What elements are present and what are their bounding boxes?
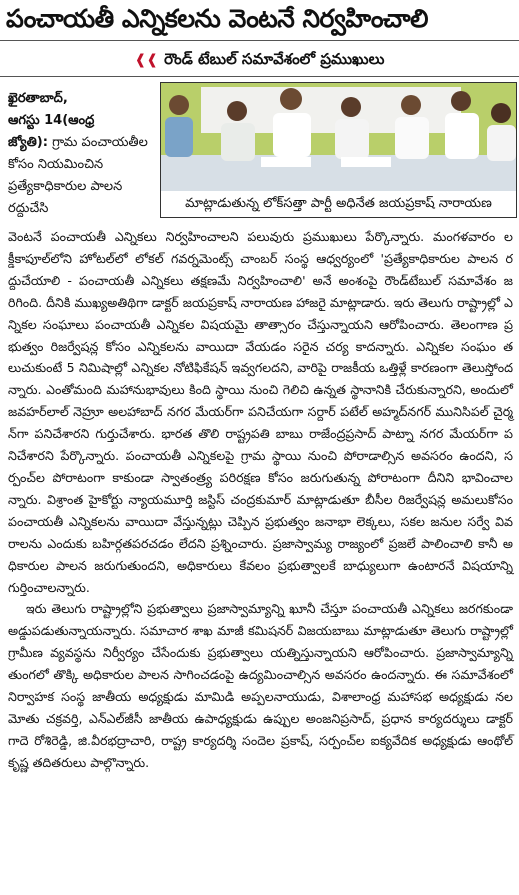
photo-table xyxy=(161,155,516,191)
person-1 xyxy=(165,95,193,157)
subheadline-divider xyxy=(0,76,519,77)
article-body xyxy=(8,226,513,774)
paragraph: ఇరు తెలుగు రాష్ట్రాల్లోని ప్రభుత్వాలు ప్రజాస్వామ్యాన్ని ఖూనీ చేస్తూ పంచాయతీ ఎన్నికలు జరగకుండా అడ్డుపడుతున్నాయన్నారు. సమాచార శాఖ మాజీ కమిషనర్ విజయబాబు మాట్లాడుతూ తెలుగు రాష్ట్రాల్లో గ్రామీణ వ్యవస్థను నిర్వీర్యం చేసేందుకు ప్రభుత్వాలు యత్నిస్తున్నాయని ఆరోపించారు. ప్రజాస్వామ్యాన్ని తుంగలో తొక్కి అధికారుల పాలన సాగించడంపై ఉద్యమించాల్సిన అవసరం ఉందన్నారు. ఈ సమావేశంలో నిర్వాహక సంస్థ జాతీయ అధ్యక్షుడు మామిడి అప్పలనాయుడు, విశాలాంధ్ర మహాసభ అధ్యక్షుడు నలమోతు చక్రవర్తి, ఎన్‌ఎల్‌జీసీ జాతీయ ఉపాధ్యక్షుడు ఉప్పుల అంజనిప్రసాద్, ప్రధాన కార్యదర్శులు డాక్టర్ గాదె రోశిరెడ్డి, జి.వీరభద్రాచారి, రాష్ట్ర కార్యదర్శి సందెల ప్రకాష్, సర్పంచ్‌ల ఐక్యవేదిక అధ్యక్షుడు ఆంథోల్ కృష్ణ తదితరులు పాల్గొన్నారు. xyxy=(8,601,513,770)
photo-caption: మాట్లాడుతున్న లోక్‌సత్తా పార్టీ అధినేత జయప్రకాష్ నారాయణ xyxy=(161,191,516,217)
nameplate xyxy=(341,157,391,167)
lead-text: గ్రామ పంచాయతీల కోసం నియమించిన ప్రత్యేకాధికారుల పాలన రద్దుచేసి xyxy=(8,135,148,216)
dateline-date: ఆగస్టు 14(ఆంధ్ర xyxy=(8,113,95,128)
subheadline: రౌండ్ టేబుల్ సమావేశంలో ప్రముఖులు xyxy=(164,50,385,68)
headline: పంచాయతీ ఎన్నికలను వెంటనే నిర్వహించాలి xyxy=(6,4,428,33)
press-photo xyxy=(161,83,516,191)
subheadline-row xyxy=(0,48,519,71)
dateline-place: ఖైరతాబాద్, xyxy=(8,91,68,106)
photo-block xyxy=(160,82,517,218)
headline-divider xyxy=(0,40,519,41)
dateline xyxy=(8,88,158,132)
lead-paragraph xyxy=(8,132,156,220)
nameplate xyxy=(261,157,311,167)
paragraph: వెంటనే పంచాయతీ ఎన్నికలు నిర్వహించాలని పలువురు ప్రముఖులు పేర్కొన్నారు. మంగళవారం లక్డీకాపూల్‌లోని హోటల్‌లో లోకల్ గవర్నమెంట్స్ చాంబర్ సంస్థ ఆధ్వర్యంలో 'ప్రత్యేకాధికారుల పాలన రద్దుచేయాలి - పంచాయతీ ఎన్నికలు తక్షణమే నిర్వహించాలి' అనే అంశంపై రౌండ్‌టేబుల్ సమావేశం జరిగింది. దీనికి ముఖ్యఅతిథిగా డాక్టర్ జయప్రకాష్ నారాయణ హాజరై మాట్లాడారు. ఇరు తెలుగు రాష్ట్రాల్లో ఎన్నికల సంఘాలు పంచాయతీ ఎన్నికల విషయమై తాత్సారం చేస్తున్నాయని ఆరోపించారు. తెలంగాణ ప్రభుత్వం రిజర్వేషన్ల కోసం ఎన్నికలను వాయిదా వేయడం సరైన చర్య కాదన్నారు. ఎన్నికల సంఘం తలుచుకుంటే 5 నిమిషాల్లో ఎన్నికల నోటిఫికేషన్ ఇవ్వగలదని, వారిపై రాజకీయ ఒత్తిళ్లే కారణంగా తెలుస్తోందన్నారు. ఎంతోమంది మహానుభావులు కింది స్థాయి నుంచి గెలిచి ఉన్నత స్థానానికి చేరుకున్నారని, అందులో జవహర్‌లాల్ నెహ్రూ అలహాబాద్ నగర మేయర్‌గా పనిచేయగా సర్దార్ పటేల్ అహ్మద్‌నగర్ మునిసిపల్ చైర్మన్‌గా పనిచేశారని గుర్తుచేశారు. భారత తొలి రాష్ట్రపతి బాబు రాజేంద్రప్రసాద్ పాట్నా నగర మేయర్‌గా పనిచేశారని పేర్కొన్నారు. పంచాయతీ ఎన్నికలపై గ్రామ స్థాయి నుంచి పోరాడాల్సిన అవసరం ఉందని, సర్పంచ్‌ల పోరాటంగా కాకుండా స్వాతంత్ర్య పరిరక్షణ కోసం జరుగుతున్న పోరాటంగా దీనిని భావించాలన్నారు. విశ్రాంత హైకోర్టు న్యాయమూర్తి జస్టిస్ చంద్రకుమార్ మాట్లాడుతూ బీసీల రిజర్వేషన్ల అమలుకోసం పంచాయతీ ఎన్నికలను వాయిదా వేస్తున్నట్లు చెప్పిన ప్రభుత్వం జనాభా లెక్కలు, సకల జనుల సర్వే వివరాలను ఎందుకు బహిర్గతపరచడం లేదని ప్రశ్నించారు. ప్రజాస్వామ్య రాజ్యంలో ప్రజలే పాలించాలి కానీ అధికారుల పాలన జరుగుతుందని, అధికారులు కేవలం ప్రభుత్వాలకే బాధ్యులుగా ఉంటారనే విషయాన్ని గుర్తించాలన్నారు. xyxy=(8,229,513,595)
double-arrow-icon: ❰❰ xyxy=(134,52,159,68)
dateline-source: జ్యోతి): xyxy=(8,135,48,150)
